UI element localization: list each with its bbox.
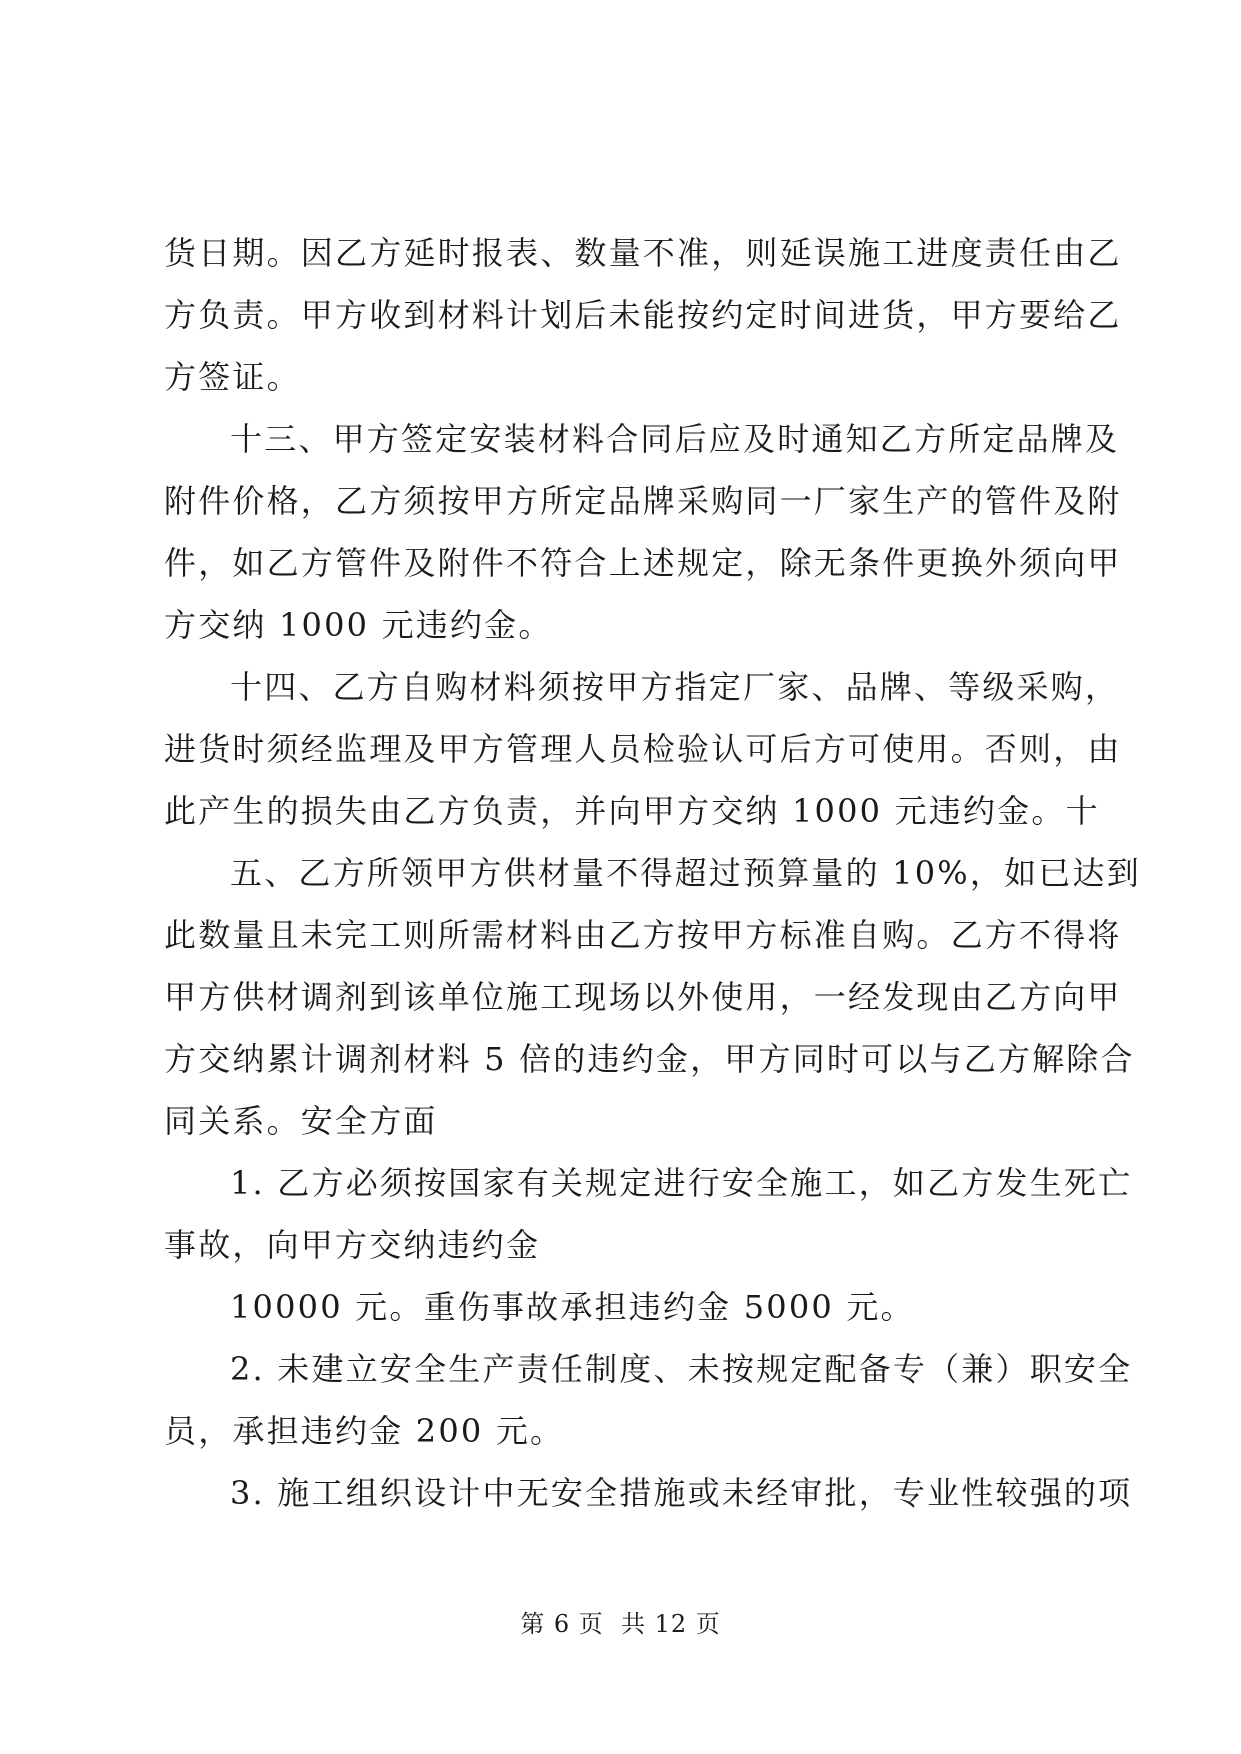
text-line: 进货时须经监理及甲方管理人员检验认可后方可使用。否则，由 bbox=[164, 730, 1122, 768]
text-line: 2. 未建立安全生产责任制度、未按规定配备专（兼）职安全 bbox=[230, 1350, 1133, 1388]
page-footer bbox=[0, 1608, 1241, 1640]
text-line: 附件价格，乙方须按甲方所定品牌采购同一厂家生产的管件及附 bbox=[164, 482, 1122, 520]
text-line: 五、乙方所领甲方供材量不得超过预算量的 10%，如已达到 bbox=[230, 854, 1141, 892]
text-line: 方签证。 bbox=[164, 358, 301, 396]
text-line: 此数量且未完工则所需材料由乙方按甲方标准自购。乙方不得将 bbox=[164, 916, 1122, 954]
text-line: 十三、甲方签定安装材料合同后应及时通知乙方所定品牌及 bbox=[230, 420, 1120, 458]
text-line: 3. 施工组织设计中无安全措施或未经审批，专业性较强的项 bbox=[230, 1474, 1133, 1512]
page-number-label: 第 6 页 共 12 页 bbox=[520, 1610, 721, 1638]
text-line: 甲方供材调剂到该单位施工现场以外使用，一经发现由乙方向甲 bbox=[164, 978, 1122, 1016]
text-line: 件，如乙方管件及附件不符合上述规定，除无条件更换外须向甲 bbox=[164, 544, 1122, 582]
text-line: 方交纳累计调剂材料 5 倍的违约金，甲方同时可以与乙方解除合 bbox=[164, 1040, 1135, 1078]
text-line: 同关系。安全方面 bbox=[164, 1102, 438, 1140]
text-line: 十四、乙方自购材料须按甲方指定厂家、品牌、等级采购， bbox=[230, 668, 1120, 706]
text-line: 1. 乙方必须按国家有关规定进行安全施工，如乙方发生死亡 bbox=[230, 1164, 1133, 1202]
text-line: 事故，向甲方交纳违约金 bbox=[164, 1226, 541, 1264]
text-line: 货日期。因乙方延时报表、数量不准，则延误施工进度责任由乙 bbox=[164, 234, 1122, 272]
text-line: 员，承担违约金 200 元。 bbox=[164, 1412, 565, 1450]
text-line: 此产生的损失由乙方负责，并向甲方交纳 1000 元违约金。十 bbox=[164, 792, 1100, 830]
text-line: 方交纳 1000 元违约金。 bbox=[164, 606, 553, 644]
document-body bbox=[164, 228, 1141, 1530]
text-line: 方负责。甲方收到材料计划后未能按约定时间进货，甲方要给乙 bbox=[164, 296, 1122, 334]
text-line: 10000 元。重伤事故承担违约金 5000 元。 bbox=[230, 1288, 915, 1326]
